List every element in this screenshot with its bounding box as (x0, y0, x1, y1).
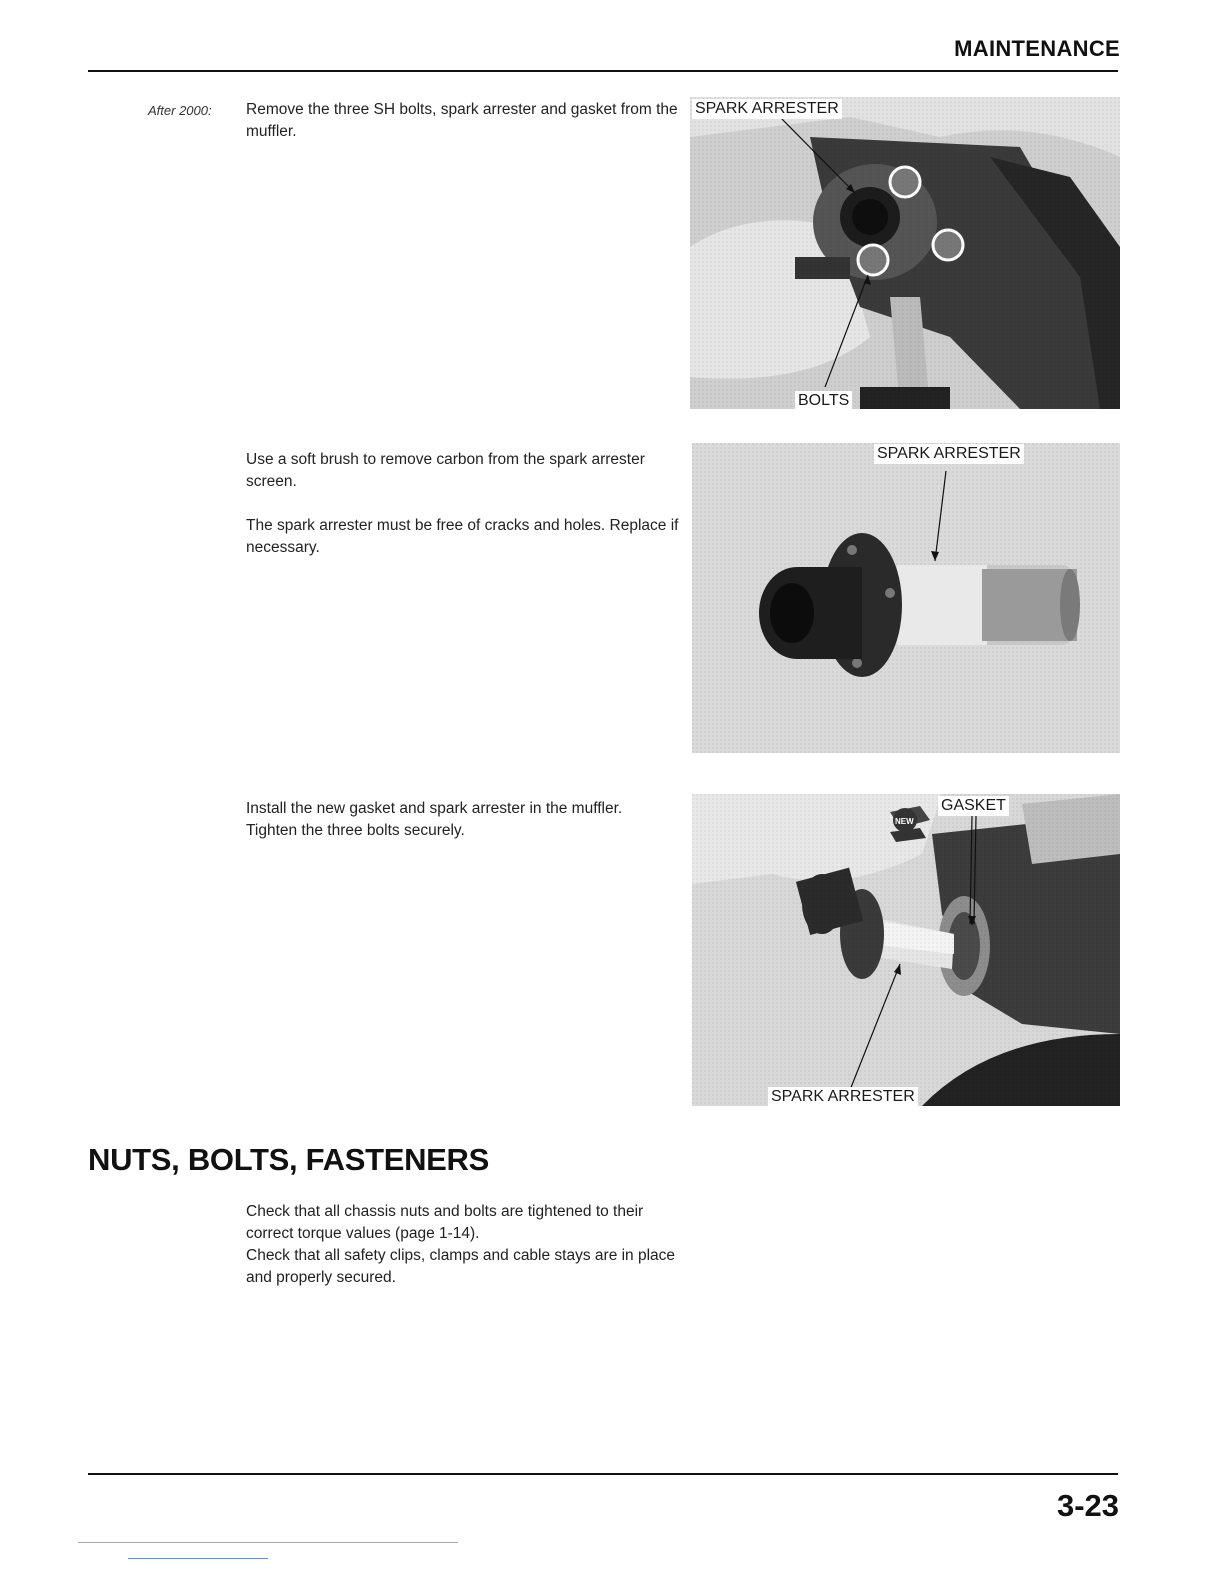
photo-install-gasket (692, 794, 1120, 1106)
step-2-text-1: Use a soft brush to remove carbon from the spark arrester screen. (246, 451, 645, 490)
step-1-text: Remove the three SH bolts, spark arrester and gasket from the muffler. (246, 101, 678, 140)
page-number: 3-23 (1056, 1488, 1119, 1523)
section-title: MAINTENANCE (954, 36, 1120, 61)
label-gasket: GASKET (938, 796, 1009, 816)
label-spark-arrester-1: SPARK ARRESTER (692, 99, 842, 119)
header-rule (88, 70, 1118, 72)
step-2-text-2: The spark arrester must be free of cracks and holes. Replace if necessary. (246, 517, 679, 556)
footer-rule (88, 1473, 1118, 1475)
new-badge-text: NEW (895, 817, 914, 826)
scan-artifact-line (78, 1542, 458, 1543)
model-year-note: After 2000: (148, 103, 212, 118)
photo-spark-arrester-screen (692, 443, 1120, 753)
nuts-bolts-heading: NUTS, BOLTS, FASTENERS (88, 1142, 490, 1177)
label-bolts: BOLTS (795, 391, 852, 411)
scan-artifact-link-underline (128, 1558, 268, 1559)
label-spark-arrester-3: SPARK ARRESTER (768, 1087, 918, 1107)
nuts-bolts-text: Check that all chassis nuts and bolts are tightened to their correct torque values (page 1-14). Check that all safety clips, clamps and cable stays are in place and properly secured. (246, 1203, 676, 1286)
label-spark-arrester-2: SPARK ARRESTER (874, 444, 1024, 464)
photo-spark-arrester-bolts (690, 97, 1120, 409)
step-3-text: Install the new gasket and spark arrester in the muffler. Tighten the three bolts securely. (246, 800, 623, 839)
